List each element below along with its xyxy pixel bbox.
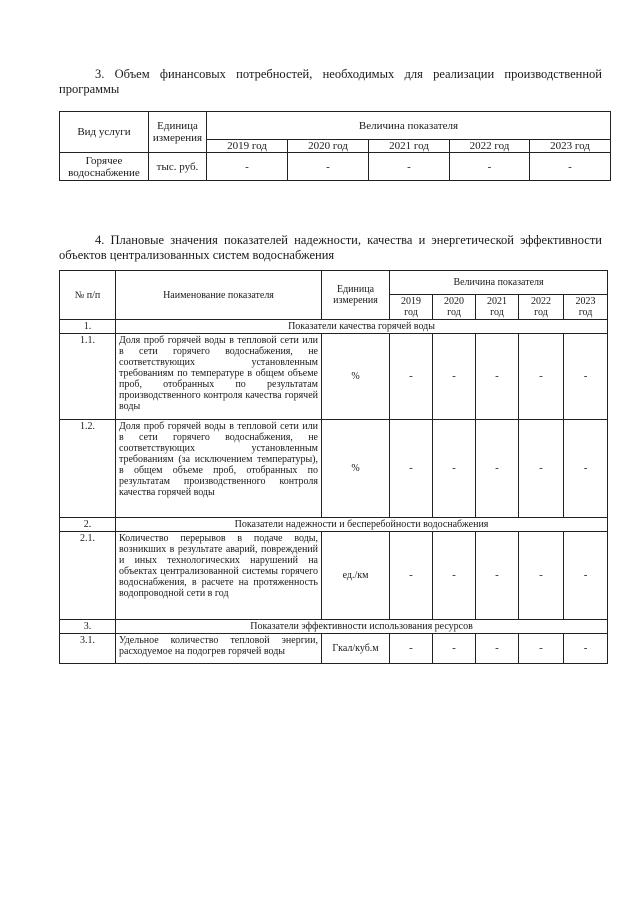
table-row: [60, 420, 608, 518]
section-num: 2.: [60, 518, 116, 532]
indicator-name: Количество перерывов в подаче воды, возникших в результате аварий, повреждений и иных технологических нарушений на объектах централизованной системы горячего водоснабжения, в расчете на протяженность водопроводной сети в год: [116, 532, 322, 620]
value-cell: -: [564, 420, 608, 518]
year-cell: 2022 год: [519, 295, 564, 320]
value-cell: -: [433, 532, 476, 620]
financial-needs-table: [59, 111, 611, 181]
indicator-name: Доля проб горячей воды в тепловой сети или в сети горячего водоснабжения, не соответствующих установленным требованиям (за исключением температуры), в общем объеме проб, отобранных по результатам производственного контроля качества горячей воды: [116, 420, 322, 518]
unit-cell: тыс. руб.: [149, 153, 207, 181]
header-unit: Единица измерения: [149, 112, 207, 153]
table-row: [60, 634, 608, 664]
row-num: 2.1.: [60, 532, 116, 620]
row-num: 3.1.: [60, 634, 116, 664]
header-value: Величина показателя: [390, 271, 608, 295]
section-row: [60, 620, 608, 634]
value-cell: -: [433, 634, 476, 664]
year-cell: 2022 год: [450, 140, 530, 153]
year-cell: 2023 год: [564, 295, 608, 320]
value-cell: -: [476, 334, 519, 420]
year-cell: 2020 год: [288, 140, 369, 153]
value-cell: -: [476, 634, 519, 664]
value-cell: -: [564, 532, 608, 620]
row-num: 1.1.: [60, 334, 116, 420]
section-title: Показатели качества горячей воды: [116, 320, 608, 334]
value-cell: -: [369, 153, 450, 181]
table-row: [60, 532, 608, 620]
header-unit: Единица измерения: [322, 271, 390, 320]
unit-cell: %: [322, 420, 390, 518]
section-3-heading: 3. Объем финансовых потребностей, необходимых для реализации производственной программы: [59, 67, 602, 96]
indicators-table: [59, 270, 608, 664]
value-cell: -: [519, 634, 564, 664]
value-cell: -: [530, 153, 611, 181]
header-name: Наименование показателя: [116, 271, 322, 320]
value-cell: -: [390, 532, 433, 620]
value-cell: -: [450, 153, 530, 181]
header-service: Вид услуги: [60, 112, 149, 153]
value-cell: -: [433, 334, 476, 420]
table-row: [60, 153, 611, 181]
section-title: Показатели надежности и бесперебойности водоснабжения: [116, 518, 608, 532]
year-cell: 2021 год: [369, 140, 450, 153]
section-num: 3.: [60, 620, 116, 634]
value-cell: -: [288, 153, 369, 181]
year-cell: 2019 год: [390, 295, 433, 320]
header-num: № п/п: [60, 271, 116, 320]
section-4-heading: 4. Плановые значения показателей надежности, качества и энергетической эффективности объектов централизованных систем водоснабжения: [59, 233, 602, 262]
value-cell: -: [390, 420, 433, 518]
section-row: [60, 320, 608, 334]
value-cell: -: [519, 334, 564, 420]
table-row: [60, 334, 608, 420]
value-cell: -: [207, 153, 288, 181]
year-cell: 2021 год: [476, 295, 519, 320]
value-cell: -: [433, 420, 476, 518]
year-cell: 2019 год: [207, 140, 288, 153]
unit-cell: ед./км: [322, 532, 390, 620]
value-cell: -: [476, 532, 519, 620]
year-cell: 2020 год: [433, 295, 476, 320]
value-cell: -: [390, 334, 433, 420]
unit-cell: Гкал/куб.м: [322, 634, 390, 664]
header-value: Величина показателя: [207, 112, 611, 140]
section-row: [60, 518, 608, 532]
year-cell: 2023 год: [530, 140, 611, 153]
section-title: Показатели эффективности использования ресурсов: [116, 620, 608, 634]
value-cell: -: [519, 420, 564, 518]
indicator-name: Удельное количество тепловой энергии, расходуемое на подогрев горячей воды: [116, 634, 322, 664]
indicator-name: Доля проб горячей воды в тепловой сети или в сети горячего водоснабжения, не соответствующих установленным требованиям по температуре в общем объеме проб, отобранных по результатам производственного контроля качества горячей воды: [116, 334, 322, 420]
section-num: 1.: [60, 320, 116, 334]
value-cell: -: [519, 532, 564, 620]
service-cell: Горячее водоснабжение: [60, 153, 149, 181]
value-cell: -: [476, 420, 519, 518]
value-cell: -: [564, 334, 608, 420]
value-cell: -: [390, 634, 433, 664]
unit-cell: %: [322, 334, 390, 420]
row-num: 1.2.: [60, 420, 116, 518]
value-cell: -: [564, 634, 608, 664]
